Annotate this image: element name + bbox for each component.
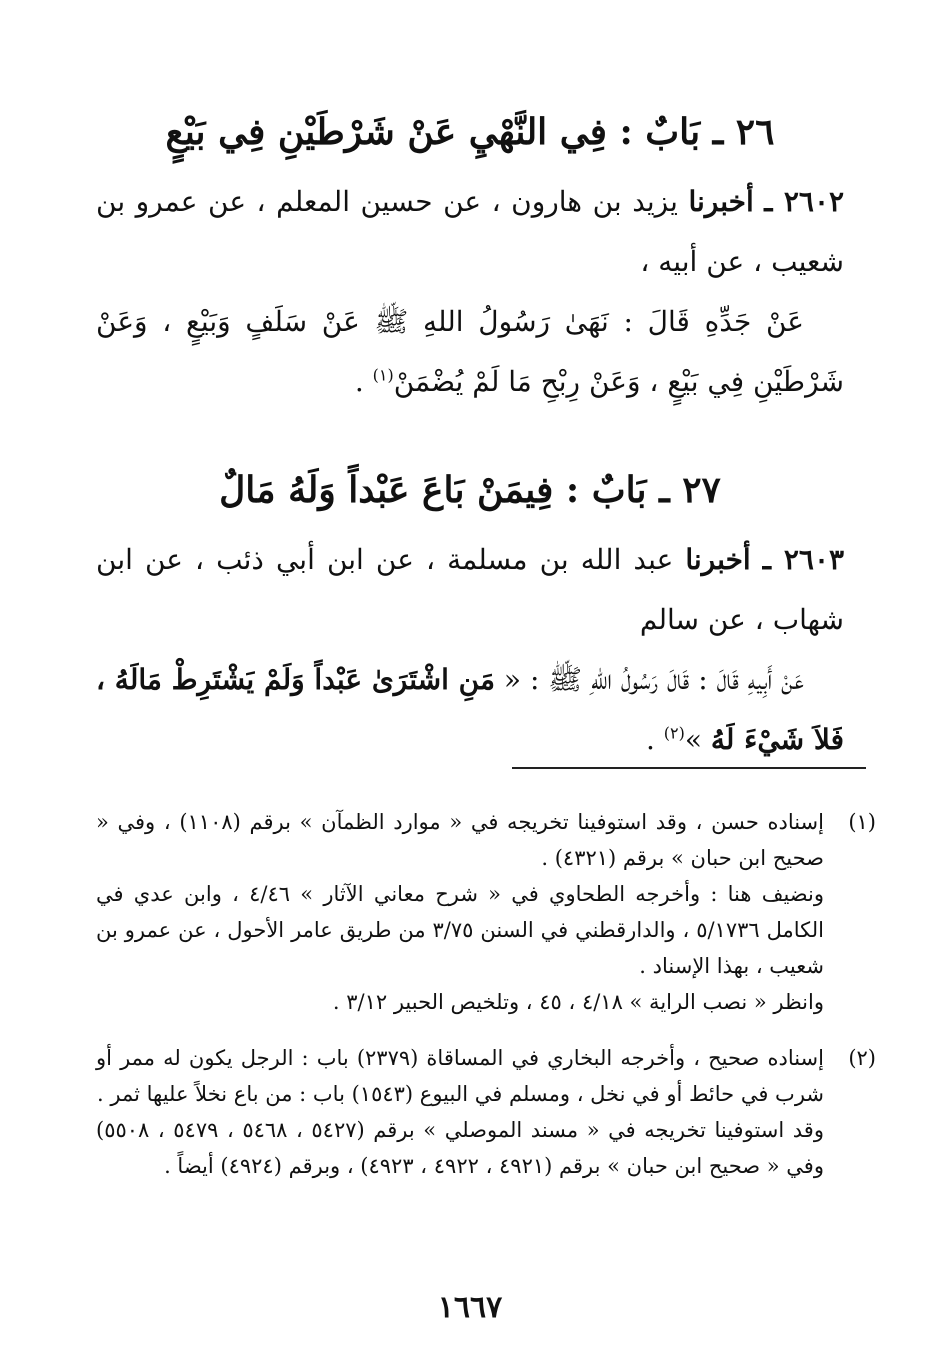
footnote-separator [512,767,866,769]
akhbarana-word: أخبرنا [685,543,751,576]
footnote-line: وقد استوفينا تخريجه في « مسند الموصلي » برقم (٥٤٢٧ ، ٥٤٦٨ ، ٥٤٧٩ ، ٥٥٠٨) وفي « صحيح ابن حبان » برقم (٤٩٢١ ، ٤٩٢٢ ، ٤٩٢٣) ، وبرقم (٤٩٢٤) أيضاً . [96,1118,824,1178]
hadith-2602-matn [96,292,844,412]
matn-intro: عَنْ أَبِيهِ قَالَ : قَالَ رَسُولُ اللهِ ﷺ : « [494,663,804,696]
hadith-number: ٢٦٠٣ ـ [762,543,845,576]
hadith-number: ٢٦٠٢ ـ [764,185,845,218]
isnad-text: عبد الله بن مسلمة ، عن ابن أبي ذئب ، عن ابن شهاب ، عن سالم [96,543,844,636]
footnote-number: (١) [848,810,876,834]
page-number: ١٦٦٧ [437,1290,503,1325]
footnote-body [96,1040,824,1184]
matn-prophetic-words: مَنِ اشْتَرَىٰ عَبْداً وَلَمْ يَشْتَرِطْ مَالَهُ ، فَلاَ شَيْءَ لَهُ [96,663,844,756]
hadith-2602-isnad [96,172,844,292]
footnote-1 [96,804,876,1020]
footnote-body [96,804,824,1020]
hadith-2603-matn [96,650,844,770]
akhbarana-word: أخبرنا [688,185,754,218]
hadith-2603-isnad [96,530,844,650]
chapter-heading-27: ٢٧ ـ بَابٌ : فِيمَنْ بَاعَ عَبْداً وَلَهُ مَالٌ [219,469,721,511]
footnote-ref-1[interactable]: (١) [372,365,394,385]
matn-text: عَنْ جَدِّهِ قَالَ : نَهَىٰ رَسُولُ اللهِ ﷺ عَنْ سَلَفٍ وَبَيْعٍ ، وَعَنْ شَرْطَيْنِ فِي بَيْعٍ ، وَعَنْ رِبْحِ مَا لَمْ يُضْمَنْ [96,305,844,398]
footnote-line: ونضيف هنا : وأخرجه الطحاوي في « شرح معاني الآثار » ٤/٤٦ ، وابن عدي في الكامل ٥/١٧٣٦ ، والدارقطني في السنن ٣/٧٥ من طريق عامر الأحول ، عن عمرو بن شعيب ، بهذا الإسناد . [96,882,824,978]
footnote-ref-2[interactable]: (٢) [663,723,685,743]
matn-end: . [645,723,664,756]
footnote-line: وانظر « نصب الراية » ٤/١٨ ، ٤٥ ، وتلخيص الحبير ٣/١٢ . [332,990,824,1014]
footnote-2 [96,1040,876,1184]
chapter-heading-26: ٢٦ ـ بَابٌ : فِي النَّهْيِ عَنْ شَرْطَيْنِ فِي بَيْعٍ [165,111,775,153]
footnote-number: (٢) [848,1046,876,1070]
footnote-line: إسناده حسن ، وقد استوفينا تخريجه في « موارد الظمآن » برقم (١١٠٨) ، وفي « صحيح ابن حبان » برقم (٤٣٢١) . [96,810,824,870]
isnad-text: يزيد بن هارون ، عن حسين المعلم ، عن عمرو بن شعيب ، عن أبيه ، [96,185,844,278]
footnote-line: إسناده صحيح ، وأخرجه البخاري في المساقاة (٢٣٧٩) باب : الرجل يكون له ممر أو شرب في حائط أو في نخل ، ومسلم في البيوع (١٥٤٣) باب : من باع نخلاً عليها ثمر . [96,1046,824,1106]
matn-end: . [354,365,373,398]
matn-close-quote: » [684,723,711,756]
